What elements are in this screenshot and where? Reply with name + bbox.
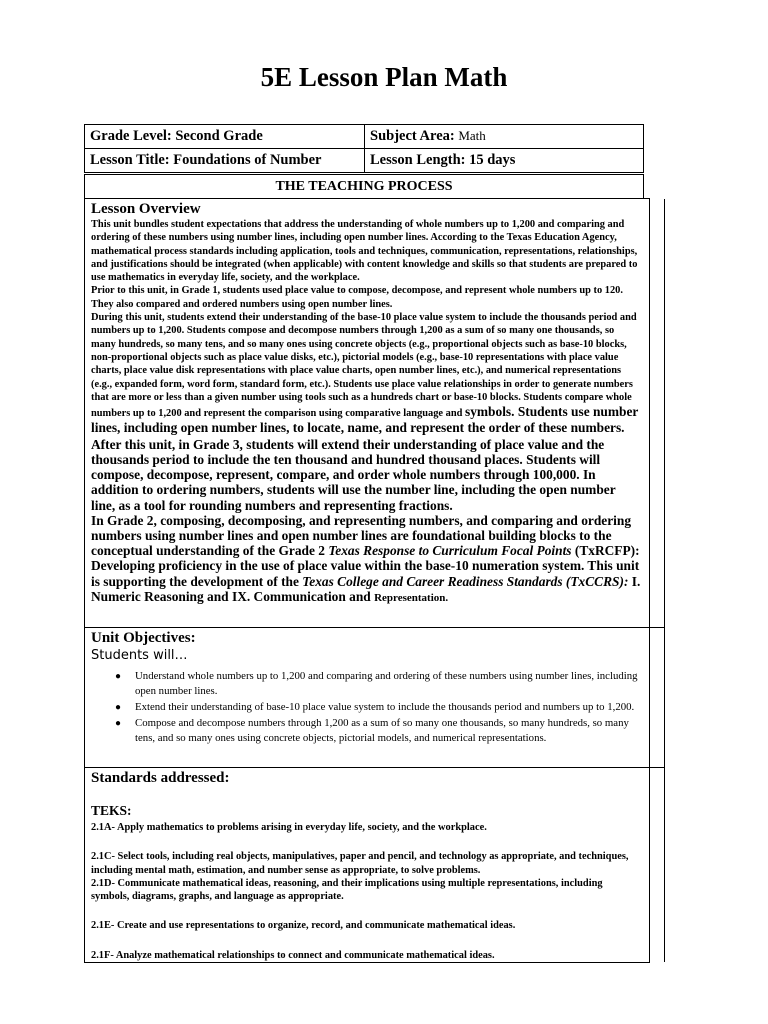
bullet-icon: ● [115, 702, 122, 713]
overview-paragraph-3-small: During this unit, students extend their understanding of the base-10 place value system to include the thousands period and numbers up to 1,200. Students compose and decompose numbers through 1,200 as a sum of so many one thousands, so many hundreds, so many tens, and so many ones using concrete objects (e.g., proportional objects such as base-10 blocks, non-proportional objects such as place value disks, etc.), pictorial models (e.g., base-10 representations with place value charts, place value disk representations with place value charts, open number lines, etc.), and numerical representations (e.g., expanded form, word form, standard form, etc.). Students use place value relationships in order to generate numbers that are more or less than a given number using tools such as a hundreds chart or base-10 blocks. Students compare whole numbers up to 1,200 and represent the comparison using comparative language and [91, 312, 637, 420]
teks-heading: TEKS: [91, 803, 132, 818]
lesson-body-box [84, 198, 650, 963]
overview-p5-small: Representation. [374, 591, 449, 604]
subject-area-cell [365, 125, 644, 149]
objective-item: ● Compose and decompose numbers through 1,200 as a sum of so many one thousands, so many hundreds, so many tens, and so many ones using concrete objects, pictorial models, and numerical representations. [115, 717, 629, 744]
subject-area-value: Math [458, 128, 486, 143]
teks-item: 2.1A- Apply mathematics to problems arising in everyday life, society, and the workplace. [91, 822, 487, 833]
teks-item: 2.1E- Create and use representations to organize, record, and communicate mathematical ideas. [91, 920, 516, 932]
overview-paragraph-2: Prior to this unit, in Grade 1, students used place value to compose, decompose, and represent whole numbers up to 120. They also compared and ordered numbers using open number lines. [91, 285, 623, 310]
teks-item: 2.1C- Select tools, including real objects, manipulatives, paper and pencil, and technology as appropriate, and techniques, including mental math, estimation, and number sense as appropriate, to solve problems. [91, 851, 629, 876]
section-divider [85, 767, 665, 768]
overview-paragraph-3 [91, 311, 641, 437]
lesson-info-table [84, 124, 644, 173]
section-divider [85, 627, 665, 628]
page-title: 5E Lesson Plan Math [260, 62, 508, 92]
subject-area-label: Subject Area: [370, 128, 459, 144]
lesson-title-cell: Lesson Title: Foundations of Number [85, 149, 365, 173]
overview-p5-a: In Grade 2, composing, decomposing, and representing numbers, and comparing and ordering numbers using number lines and open number lines are foundational building blocks to the conceptual understanding of the Grade 2 [91, 512, 632, 559]
grade-level-cell: Grade Level: Second Grade [85, 125, 365, 149]
students-will-intro: Students will… [91, 648, 188, 663]
standards-heading: Standards addressed: [91, 770, 230, 786]
bullet-icon: ● [115, 671, 122, 682]
objective-item: ● Understand whole numbers up to 1,200 and comparing and ordering of these numbers using number lines, including open number lines. [115, 670, 638, 697]
lesson-length-cell: Lesson Length: 15 days [365, 149, 644, 173]
unit-objectives-heading: Unit Objectives: [91, 630, 196, 646]
overview-p5-italic-1: Texas Response to Curriculum Focal Points [328, 543, 572, 559]
overview-paragraph-4: After this unit, in Grade 3, students will extend their understanding of place value and the thousands period to include the ten thousand and hundred thousand places. Students will compose, decompose, represent, compare, and order whole numbers through 100,000. In addition to ordering numbers, students will use the number line, including the open number line, as a tool for rounding numbers and representing fractions. [91, 436, 616, 513]
lesson-overview-heading: Lesson Overview [91, 201, 201, 217]
overview-paragraph-5 [91, 513, 641, 606]
teks-item: 2.1F- Analyze mathematical relationships to connect and communicate mathematical ideas. [91, 949, 495, 961]
bullet-icon: ● [115, 718, 122, 729]
overview-p5-italic-2: Texas College and Career Readiness Standards (TxCCRS): [302, 573, 629, 589]
teks-item: 2.1D- Communicate mathematical ideas, reasoning, and their implications using multiple representations, including symbols, diagrams, graphs, and language as appropriate. [91, 877, 603, 903]
overview-p5-c: I. Numeric Reasoning and IX. Communication and [91, 573, 641, 604]
right-border-line [664, 199, 665, 962]
overview-p5-b: (TxRCFP): Developing proficiency in the use of place value within the base-10 numeration system. This unit is supporting the development of the [91, 543, 640, 589]
teaching-process-heading: THE TEACHING PROCESS [84, 174, 644, 198]
standards-section [91, 769, 641, 962]
overview-paragraph-3-large: symbols. Students use number lines, including open number lines, to locate, name, and represent the order of these numbers. [91, 404, 639, 436]
unit-objectives-section [91, 629, 641, 747]
overview-paragraph-1: This unit bundles student expectations that address the understanding of whole numbers up to 1,200 and comparing and ordering of these numbers using number lines, including open number lines. According to the Texas Education Agency, mathematical process standards including application, tools and techniques, communication, representations, relationships, and justifications should be integrated (when applicable) with content knowledge and skills so that students are prepared to use mathematics in everyday life, society, and the workplace. [91, 219, 638, 284]
objectives-list [91, 669, 641, 746]
lesson-overview-section [91, 201, 641, 606]
objective-item: ● Extend their understanding of base-10 place value system to include the thousands period and numbers up to 1,200. [115, 701, 635, 713]
